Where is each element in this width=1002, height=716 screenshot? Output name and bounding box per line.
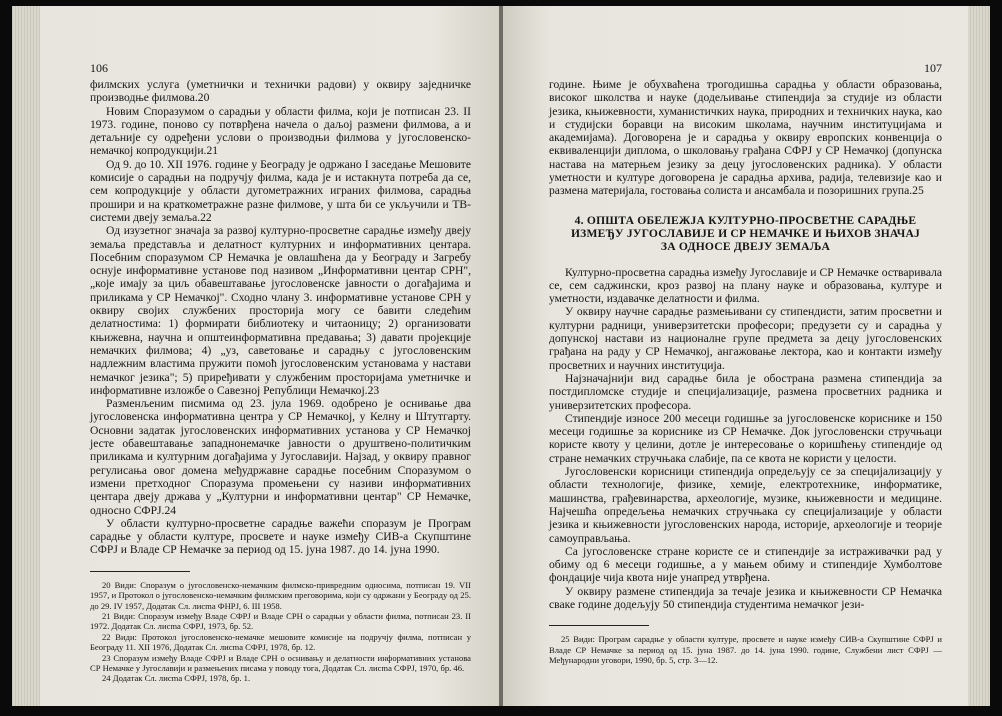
left-page-body <box>90 78 471 557</box>
heading-line: 4. ОПШТА ОБЕЛЕЖЈА КУЛТУРНО-ПРОСВЕТНЕ САРАДЊЕ <box>574 213 917 227</box>
footnote-divider <box>549 625 649 626</box>
left-page <box>40 6 499 706</box>
paragraph: Са југословенске стране користе се и стипендије за истраживачки рад у обиму од 6 месеци годишње, а у мањем обиму и стипендије Хумболтове фондације чија квота није унапред утврђена. <box>549 544 942 585</box>
heading-line: ЗА ОДНОСЕ ДВЕЈУ ЗЕМАЉА <box>660 240 831 254</box>
paragraph: Југословенски корисници стипендија опредељују се за специјализацију у области технологије, физике, хемије, електротехнике, информатике, машинства, грађевинарства, археологије, музике, књижевности и медицине. Најчешћа опредељења немачких стручњака су специјализације у области језика и књижевности југословенских народа, историје, археологије и теорије самоуправљања. <box>549 465 942 545</box>
left-page-edge <box>12 6 40 706</box>
paragraph: филмских услуга (уметнички и технички радови) у оквиру заједничке производње филмова.20 <box>90 78 471 105</box>
paragraph: Од изузетног значаја за развој културно-просветне сарадње између двеју земаља представља и делатност културних и информативних центара. Посебним споразумом СР Немачка је овлашћена да у Београду и Загребу оснује информативне установе под називом „Информативни центар СРН", „које имају за циљ обавештавање југословенске јавности о догађајима и приликама у СР Немачкој". Сходно члану 3. информативне установе СРН у оквиру својих службених просторија могу се бавити следећим делатностима: 1) формирати библиотеку и читаоницу; 2) организовати књижевна, научна и општеинформативна предавања; 3) давати пројекције немачких филмова; 4) „уз, саветовање и сарадњу с југословенским надлежним властима пружити помоћ југословенским установама у настави немачког језика"; 5) приређивати у службеним просторијама уметничке и информативне изложбе о Савезној Републици Немачкој.23 <box>90 224 471 397</box>
footnote-divider <box>90 571 190 572</box>
paragraph: Новим Споразумом о сарадњи у области филма, који је потписан 23. II 1973. године, поново су потврђена начела о даљој размени филмова, а и детаљније су одређени услови о производњи филмова у југословенско-немачкој копродукцији.21 <box>90 104 471 158</box>
right-page-body <box>549 78 942 611</box>
paragraph: Од 9. до 10. XII 1976. године у Београду је одржано I заседање Мешовите комисије о сарадњи на подручју филма, када је и истакнута потреба да се, сем копродукције у области дугометражних играних филмова, сарадња прошири и на краткометражне разне филмове, у шта би се укључили и ТВ-системи двеју земаља.22 <box>90 157 471 224</box>
footnote: 21 Види: Споразум између Владе СФРЈ и Владе СРН о сарадњи у области филма, потписан 23. II 1972. Додатак Сл. лиcma СФРЈ, 1973, бр. 52. <box>90 610 471 632</box>
footnote: 20 Види: Споразум о југословенско-немачким филмско-привредним односима, потписан 19. VII 1957, и Протокол о југословенско-немачким филмским преговорима, који су одржани у Београду од 25. до 29. IV 1957, Додатак Сл. лиcma ФНРЈ, 6. III 1958. <box>90 579 471 611</box>
page-number-right: 107 <box>924 61 942 75</box>
footnotes-right <box>549 634 942 665</box>
footnotes-left <box>90 580 471 684</box>
right-page-edge <box>968 6 990 706</box>
right-page <box>503 6 968 706</box>
footnote: 25 Види: Програм сарадње у области културе, просвете и науке између СИВ-а Скупштине СФРЈ и Владе СР Немачке за период од 15. јуна 1987. до 14. јуна 1990. године, Службени лист СФРЈ — Међународни уговори, 1990, бр. 5, стр. 3—12. <box>549 634 942 666</box>
heading-line: ИЗМЕЂУ ЈУГОСЛАВИЈЕ И СР НЕМАЧКЕ И ЊИХОВ ЗНАЧАЈ <box>570 226 921 240</box>
paragraph: У оквиру научне сарадње размењивани су стипендисти, затим просветни и културни радници, универзитетски професори; предузети су и сарадња у допунској настави из националне групе предмета за децу југословенских грађана на раду у СР Немачкој, ангажовање лектора, као и контакти између просветних и научних институција. <box>549 305 942 372</box>
paragraph: Стипендије износе 200 месеци годишње за југословенске кориснике и 150 месеци годишње за кориснике из СР Немачке. Док југословенски стручњаци користе квоту у целини, дотле је интересовање о коришћењу стипендије од стране немачких стручњака слабије, па се квота не користи у целости. <box>549 411 942 465</box>
paragraph: У оквиру размене стипендија за течаје језика и књижевности СР Немачка сваке године додељују 50 стипендија студентима немачког јези- <box>549 584 942 611</box>
paragraph: године. Њиме је обухваћена трогодишња сарадња у области образовања, високог школства и науке (додељивање стипендија за студије из области језика, књижевности, хуманистичких наука, природних и техничких наука, као и студијски боравци на високим школама, научним институцијама и академијама). Договорена је и сарадња у оквиру европских конвенција о еквиваленцији диплома, о школовању грађана СФРЈ у СР Немачкој (допунска настава на матерњем језику за децу југословенских радника). У области уметности и културе договорена је сарадња архива, радија, телевизије као и размена материјала, гостовања солиста и ансамбала и позоришних група.25 <box>549 78 942 198</box>
footnote: 23 Споразум између Владе СФРЈ и Владе СРН о оснивању и делатности информативних установа СР Немачке у Југославији и размењених писама у поводу тога, Додатак Сл. лиcma СФРЈ, 1970, бр. 46. <box>90 652 471 673</box>
footnote: 24 Додатак Сл. лиcma СФРЈ, 1978, бр. 1. <box>102 673 251 684</box>
section-heading <box>549 214 942 254</box>
page-number-left: 106 <box>90 61 108 75</box>
footnote: 22 Види: Протокол југословенско-немачке мешовите комисије на подручју филма, потписан у Београду 11. XII 1976, Додатак Сл. лиcma СФРЈ, 1978, бр. 12. <box>90 631 471 653</box>
paragraph: Разменљеним писмима од 23. јула 1969. одобрено је оснивање два југословенска информативна центра у СР Немачкој, у Келну и Штутгарту. Основни задатак југословенских информативних установа у СР Немачкој јесте обавештавање западнонемачке јавности о друштвено-политичким приликама и културним догађајима у Југославији. Најзад, у оквиру правног регулисања овог домена међудржавне сарадње посебним Споразумом о измени претходног Споразума промењени су називи информативних центара двеју држава у „Културни и информативни центар" СР Немачке, односно СФРЈ.24 <box>90 397 471 517</box>
paragraph: Културно-просветна сарадња између Југославије и СР Немачке остваривала се, сем саджински, кроз развој на плану науке и образовања, културе и уметности, издавачке делатности и филма. <box>549 265 942 306</box>
paragraph: У области културно-просветне сарадње важећи споразум је Програм сарадње у области културе, просвете и науке између СИВ-а Скупштине СФРЈ и Владе СР Немачке за период од 15. јуна 1987. до 14. јуна 1990. <box>90 516 471 557</box>
paragraph: Најзначајнији вид сарадње била је обострана размена стипендија за постдипломске студије и специјализације, размена просветних радника и универзитетских професора. <box>549 371 942 412</box>
